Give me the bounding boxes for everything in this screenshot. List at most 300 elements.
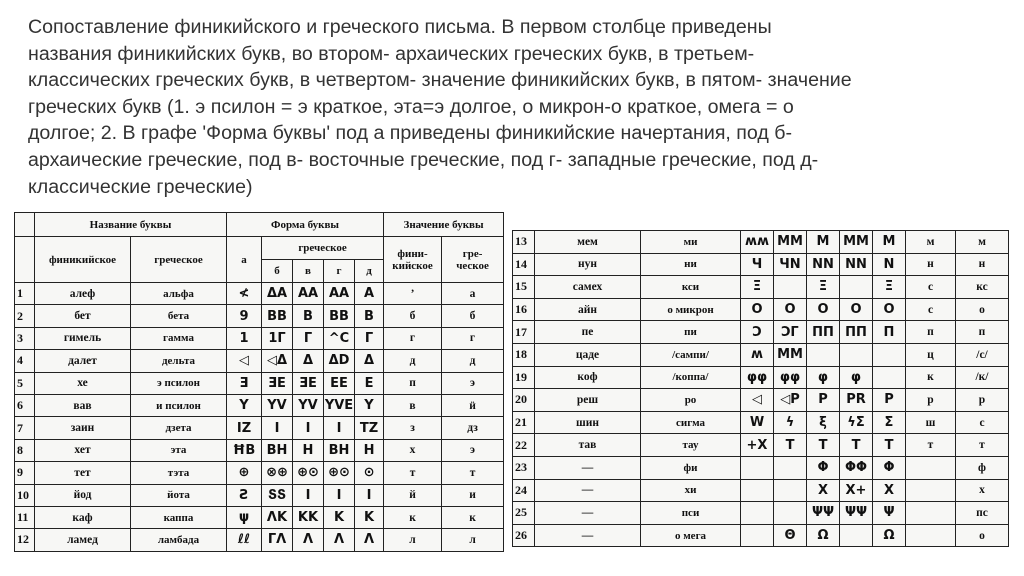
value-greek: ф bbox=[956, 456, 1009, 479]
value-greek: х bbox=[956, 479, 1009, 502]
form-b: ƎE bbox=[262, 372, 293, 394]
form-a: 9 bbox=[227, 305, 262, 327]
form-v: Μ bbox=[807, 231, 840, 254]
form-v: P bbox=[807, 389, 840, 412]
form-d: ⊙ bbox=[355, 462, 384, 484]
row-number: 3 bbox=[15, 327, 35, 349]
form-v: O bbox=[807, 298, 840, 321]
form-g: ΦΦ bbox=[840, 456, 873, 479]
form-a: Ч bbox=[741, 253, 774, 276]
value-greek: /с/ bbox=[956, 343, 1009, 366]
form-a: ĦB bbox=[227, 439, 262, 461]
form-g: ΜΜ bbox=[840, 231, 873, 254]
greek-name: ни bbox=[641, 253, 741, 276]
form-a: ʍ bbox=[741, 343, 774, 366]
value-greek: э bbox=[442, 439, 504, 461]
header-form-b: б bbox=[262, 260, 293, 283]
form-a bbox=[741, 524, 774, 547]
value-phoenician bbox=[906, 479, 956, 502]
value-phoenician: д bbox=[384, 350, 442, 372]
form-b: I bbox=[262, 417, 293, 439]
form-v: B bbox=[293, 305, 324, 327]
form-d: Φ bbox=[873, 456, 906, 479]
phoenician-name: — bbox=[535, 502, 641, 525]
letter-row bbox=[513, 253, 1009, 276]
form-d: K bbox=[355, 506, 384, 528]
form-d bbox=[873, 343, 906, 366]
letter-row bbox=[15, 484, 504, 506]
form-g: ^C bbox=[324, 327, 355, 349]
form-b: YV bbox=[262, 394, 293, 416]
form-b: ◁Δ bbox=[262, 350, 293, 372]
greek-name: дельта bbox=[131, 350, 227, 372]
row-number: 21 bbox=[513, 411, 535, 434]
value-greek: пс bbox=[956, 502, 1009, 525]
form-b: ΛK bbox=[262, 506, 293, 528]
phoenician-name: шин bbox=[535, 411, 641, 434]
form-g: X+ bbox=[840, 479, 873, 502]
value-phoenician: ш bbox=[906, 411, 956, 434]
header-letter-value: Значение буквы bbox=[384, 213, 504, 237]
phoenician-name: нун bbox=[535, 253, 641, 276]
greek-name: эта bbox=[131, 439, 227, 461]
form-a bbox=[741, 456, 774, 479]
value-greek: м bbox=[956, 231, 1009, 254]
phoenician-name: бет bbox=[35, 305, 131, 327]
form-d: N bbox=[873, 253, 906, 276]
value-phoenician: ц bbox=[906, 343, 956, 366]
row-number: 25 bbox=[513, 502, 535, 525]
value-phoenician: м bbox=[906, 231, 956, 254]
alphabet-table-right bbox=[512, 230, 1009, 547]
value-greek: б bbox=[442, 305, 504, 327]
row-number: 8 bbox=[15, 439, 35, 461]
header-value-phoenician bbox=[384, 237, 442, 283]
value-phoenician: л bbox=[384, 529, 442, 551]
form-g: I bbox=[324, 484, 355, 506]
row-number: 2 bbox=[15, 305, 35, 327]
phoenician-name: алеф bbox=[35, 283, 131, 305]
form-a: ⊕ bbox=[227, 462, 262, 484]
form-a bbox=[741, 479, 774, 502]
header-form-d: д bbox=[355, 260, 384, 283]
value-phoenician: в bbox=[384, 394, 442, 416]
value-greek: г bbox=[442, 327, 504, 349]
form-b: ВH bbox=[262, 439, 293, 461]
form-a: Ƨ bbox=[227, 484, 262, 506]
row-number: 24 bbox=[513, 479, 535, 502]
form-v: Λ bbox=[293, 529, 324, 551]
form-v: Γ bbox=[293, 327, 324, 349]
form-b: 1Г bbox=[262, 327, 293, 349]
form-g: EE bbox=[324, 372, 355, 394]
value-greek: /к/ bbox=[956, 366, 1009, 389]
form-b: ΜΜ bbox=[774, 231, 807, 254]
value-greek: с bbox=[956, 411, 1009, 434]
row-number: 15 bbox=[513, 276, 535, 299]
row-number: 17 bbox=[513, 321, 535, 344]
letter-row bbox=[15, 417, 504, 439]
form-v: ξ bbox=[807, 411, 840, 434]
row-number: 16 bbox=[513, 298, 535, 321]
form-d: TZ bbox=[355, 417, 384, 439]
value-phoenician: р bbox=[906, 389, 956, 412]
form-d: Μ bbox=[873, 231, 906, 254]
form-a bbox=[741, 502, 774, 525]
phoenician-name: тав bbox=[535, 434, 641, 457]
phoenician-name: пе bbox=[535, 321, 641, 344]
form-b: ВB bbox=[262, 305, 293, 327]
letter-row bbox=[15, 439, 504, 461]
value-phoenician: с bbox=[906, 276, 956, 299]
form-b: ⊗⊕ bbox=[262, 462, 293, 484]
letter-row bbox=[513, 298, 1009, 321]
header-letter-form: Форма буквы bbox=[227, 213, 384, 237]
form-b bbox=[774, 276, 807, 299]
value-phoenician: з bbox=[384, 417, 442, 439]
letter-row bbox=[15, 506, 504, 528]
value-phoenician: с bbox=[906, 298, 956, 321]
letter-row bbox=[513, 479, 1009, 502]
value-phoenician: б bbox=[384, 305, 442, 327]
letter-row bbox=[513, 456, 1009, 479]
form-v: ΨΨ bbox=[807, 502, 840, 525]
header-form-a: а bbox=[227, 237, 262, 283]
value-phoenician: п bbox=[384, 372, 442, 394]
header-number bbox=[15, 213, 35, 237]
greek-name: фи bbox=[641, 456, 741, 479]
greek-name: ми bbox=[641, 231, 741, 254]
form-b: ϽΓ bbox=[774, 321, 807, 344]
row-number: 10 bbox=[15, 484, 35, 506]
row-number: 7 bbox=[15, 417, 35, 439]
letter-row bbox=[513, 343, 1009, 366]
form-b: T bbox=[774, 434, 807, 457]
value-phoenician: г bbox=[384, 327, 442, 349]
form-g: YVE bbox=[324, 394, 355, 416]
letter-row bbox=[15, 283, 504, 305]
form-a: Ǝ bbox=[227, 372, 262, 394]
phoenician-name: хет bbox=[35, 439, 131, 461]
value-phoenician: к bbox=[384, 506, 442, 528]
greek-name: кси bbox=[641, 276, 741, 299]
form-a: ◁ bbox=[227, 350, 262, 372]
greek-name: йота bbox=[131, 484, 227, 506]
form-b: ΜΜ bbox=[774, 343, 807, 366]
letter-row bbox=[15, 394, 504, 416]
value-greek: л bbox=[442, 529, 504, 551]
form-b: ՏՏ bbox=[262, 484, 293, 506]
form-v: φ bbox=[807, 366, 840, 389]
form-g bbox=[840, 524, 873, 547]
form-v: Ω bbox=[807, 524, 840, 547]
form-v bbox=[807, 343, 840, 366]
form-a: 1 bbox=[227, 327, 262, 349]
row-number: 6 bbox=[15, 394, 35, 416]
form-a: IZ bbox=[227, 417, 262, 439]
value-greek: д bbox=[442, 350, 504, 372]
value-phoenician bbox=[906, 456, 956, 479]
form-v: YV bbox=[293, 394, 324, 416]
form-g: NN bbox=[840, 253, 873, 276]
form-d: H bbox=[355, 439, 384, 461]
form-d: O bbox=[873, 298, 906, 321]
form-v: ΠΠ bbox=[807, 321, 840, 344]
form-d: Σ bbox=[873, 411, 906, 434]
form-g: φ bbox=[840, 366, 873, 389]
form-a: +X bbox=[741, 434, 774, 457]
value-phoenician: н bbox=[906, 253, 956, 276]
form-g: O bbox=[840, 298, 873, 321]
greek-name: дзета bbox=[131, 417, 227, 439]
greek-name: гамма bbox=[131, 327, 227, 349]
header-form-v: в bbox=[293, 260, 324, 283]
phoenician-name: ламед bbox=[35, 529, 131, 551]
letter-row bbox=[513, 389, 1009, 412]
form-b: φφ bbox=[774, 366, 807, 389]
form-v: T bbox=[807, 434, 840, 457]
form-v: H bbox=[293, 439, 324, 461]
form-v: I bbox=[293, 417, 324, 439]
greek-name: /сампи/ bbox=[641, 343, 741, 366]
form-g: ВH bbox=[324, 439, 355, 461]
row-number: 14 bbox=[513, 253, 535, 276]
row-number: 9 bbox=[15, 462, 35, 484]
form-v: ƎE bbox=[293, 372, 324, 394]
value-greek: к bbox=[442, 506, 504, 528]
form-a: Ξ bbox=[741, 276, 774, 299]
form-b: ϟ bbox=[774, 411, 807, 434]
form-v: Ξ bbox=[807, 276, 840, 299]
value-greek: о bbox=[956, 298, 1009, 321]
letter-row bbox=[513, 411, 1009, 434]
caption-line: названия финикийских букв, во втором- архаических греческих букв, в третьем- bbox=[28, 42, 755, 65]
phoenician-name: йод bbox=[35, 484, 131, 506]
form-b: Θ bbox=[774, 524, 807, 547]
greek-name: и псилон bbox=[131, 394, 227, 416]
letter-row bbox=[513, 524, 1009, 547]
form-g: AA bbox=[324, 283, 355, 305]
letter-row bbox=[513, 276, 1009, 299]
value-phoenician bbox=[906, 502, 956, 525]
form-d: Λ bbox=[355, 529, 384, 551]
form-b: ΓΛ bbox=[262, 529, 293, 551]
phoenician-name: айн bbox=[535, 298, 641, 321]
letter-row bbox=[15, 372, 504, 394]
greek-name: хи bbox=[641, 479, 741, 502]
greek-name: о микрон bbox=[641, 298, 741, 321]
letter-row bbox=[15, 529, 504, 551]
form-g: I bbox=[324, 417, 355, 439]
alphabet-rows-right bbox=[513, 231, 1009, 547]
form-v: Δ bbox=[293, 350, 324, 372]
greek-name: пси bbox=[641, 502, 741, 525]
value-phoenician: й bbox=[384, 484, 442, 506]
greek-name: э псилон bbox=[131, 372, 227, 394]
letter-row bbox=[513, 366, 1009, 389]
form-a: Ͻ bbox=[741, 321, 774, 344]
letter-row bbox=[15, 305, 504, 327]
phoenician-name: вав bbox=[35, 394, 131, 416]
value-greek: р bbox=[956, 389, 1009, 412]
phoenician-name: тет bbox=[35, 462, 131, 484]
row-number: 26 bbox=[513, 524, 535, 547]
phoenician-name: далет bbox=[35, 350, 131, 372]
form-d: Ω bbox=[873, 524, 906, 547]
header-value-phoenician-line: фини- bbox=[397, 247, 428, 260]
value-phoenician: т bbox=[906, 434, 956, 457]
form-b bbox=[774, 456, 807, 479]
value-greek: н bbox=[956, 253, 1009, 276]
form-d: Ξ bbox=[873, 276, 906, 299]
form-a: φφ bbox=[741, 366, 774, 389]
row-number: 13 bbox=[513, 231, 535, 254]
letter-row bbox=[15, 462, 504, 484]
value-phoenician: к bbox=[906, 366, 956, 389]
value-phoenician: т bbox=[384, 462, 442, 484]
greek-name: каппа bbox=[131, 506, 227, 528]
form-d: Δ bbox=[355, 350, 384, 372]
form-d: Π bbox=[873, 321, 906, 344]
form-g bbox=[840, 343, 873, 366]
greek-name: /коппа/ bbox=[641, 366, 741, 389]
greek-name: альфа bbox=[131, 283, 227, 305]
caption-line: классических греческих букв, в четвертом- значение финикийских букв, в пятом- значение bbox=[28, 69, 852, 92]
letter-row bbox=[15, 350, 504, 372]
phoenician-name: — bbox=[535, 456, 641, 479]
form-b bbox=[774, 502, 807, 525]
value-greek: ӥ bbox=[442, 394, 504, 416]
header-form-g: г bbox=[324, 260, 355, 283]
row-number: 4 bbox=[15, 350, 35, 372]
caption-line: архаические греческие, под в- восточные греческие, под г- западные греческие, под д- bbox=[28, 148, 819, 171]
phoenician-name: самех bbox=[535, 276, 641, 299]
row-number: 20 bbox=[513, 389, 535, 412]
header-value-greek bbox=[442, 237, 504, 283]
form-g: ΔD bbox=[324, 350, 355, 372]
value-greek: о bbox=[956, 524, 1009, 547]
value-greek: т bbox=[442, 462, 504, 484]
header-value-greek-line: гре- bbox=[462, 247, 483, 260]
form-g: ΨΨ bbox=[840, 502, 873, 525]
row-number: 5 bbox=[15, 372, 35, 394]
header-value-phoenician-line: кийское bbox=[392, 259, 433, 272]
form-d: Ψ bbox=[873, 502, 906, 525]
letter-row bbox=[15, 327, 504, 349]
greek-name: ламбада bbox=[131, 529, 227, 551]
form-g: ΠΠ bbox=[840, 321, 873, 344]
header-value-greek-line: ческое bbox=[456, 259, 489, 272]
phoenician-name: гимель bbox=[35, 327, 131, 349]
value-phoenician: п bbox=[906, 321, 956, 344]
alphabet-table-left bbox=[14, 212, 504, 552]
form-b: ◁P bbox=[774, 389, 807, 412]
greek-name: пи bbox=[641, 321, 741, 344]
phoenician-name: мем bbox=[535, 231, 641, 254]
greek-name: сигма bbox=[641, 411, 741, 434]
greek-name: бета bbox=[131, 305, 227, 327]
value-greek: э bbox=[442, 372, 504, 394]
letter-row bbox=[513, 231, 1009, 254]
greek-name: тэта bbox=[131, 462, 227, 484]
value-greek: а bbox=[442, 283, 504, 305]
form-d: Y bbox=[355, 394, 384, 416]
form-a: ψ bbox=[227, 506, 262, 528]
row-number: 1 bbox=[15, 283, 35, 305]
form-v: Φ bbox=[807, 456, 840, 479]
form-v: NN bbox=[807, 253, 840, 276]
phoenician-name: коф bbox=[535, 366, 641, 389]
form-a: ℓℓ bbox=[227, 529, 262, 551]
form-a: O bbox=[741, 298, 774, 321]
form-b bbox=[774, 479, 807, 502]
form-d: B bbox=[355, 305, 384, 327]
row-number: 18 bbox=[513, 343, 535, 366]
greek-name: тау bbox=[641, 434, 741, 457]
row-number: 11 bbox=[15, 506, 35, 528]
form-g: ⊕⊙ bbox=[324, 462, 355, 484]
form-a: W bbox=[741, 411, 774, 434]
value-phoenician: х bbox=[384, 439, 442, 461]
form-a: ≮ bbox=[227, 283, 262, 305]
letter-row bbox=[513, 502, 1009, 525]
letter-row bbox=[513, 434, 1009, 457]
row-number: 23 bbox=[513, 456, 535, 479]
form-d: P bbox=[873, 389, 906, 412]
header-form-greek: греческое bbox=[262, 237, 384, 260]
form-g: T bbox=[840, 434, 873, 457]
form-d: I bbox=[355, 484, 384, 506]
form-b: ЧN bbox=[774, 253, 807, 276]
phoenician-name: цаде bbox=[535, 343, 641, 366]
phoenician-name: каф bbox=[35, 506, 131, 528]
form-d: E bbox=[355, 372, 384, 394]
row-number: 19 bbox=[513, 366, 535, 389]
form-d: A bbox=[355, 283, 384, 305]
form-d: Γ bbox=[355, 327, 384, 349]
phoenician-name: реш bbox=[535, 389, 641, 412]
header-number-sub bbox=[15, 237, 35, 283]
form-v: KK bbox=[293, 506, 324, 528]
value-greek: кс bbox=[956, 276, 1009, 299]
form-g: K bbox=[324, 506, 355, 528]
caption-line: Сопоставление финикийского и греческого письма. В первом столбце приведены bbox=[28, 16, 772, 38]
header-greek: греческое bbox=[131, 237, 227, 283]
caption-line: классические греческие) bbox=[28, 175, 253, 198]
form-v: X bbox=[807, 479, 840, 502]
form-g: ВB bbox=[324, 305, 355, 327]
form-g: PR bbox=[840, 389, 873, 412]
form-v: I bbox=[293, 484, 324, 506]
form-d bbox=[873, 366, 906, 389]
caption-line: долгое; 2. В графе 'Форма буквы' под а приведены финикийские начертания, под б- bbox=[28, 122, 793, 145]
header-letter-name: Название буквы bbox=[35, 213, 227, 237]
header-phoenician: финикийское bbox=[35, 237, 131, 283]
form-v: AA bbox=[293, 283, 324, 305]
greek-name: о мега bbox=[641, 524, 741, 547]
form-b: O bbox=[774, 298, 807, 321]
form-v: ⊕⊙ bbox=[293, 462, 324, 484]
form-g bbox=[840, 276, 873, 299]
form-a: ʍʍ bbox=[741, 231, 774, 254]
form-d: T bbox=[873, 434, 906, 457]
row-number: 22 bbox=[513, 434, 535, 457]
phoenician-name: заин bbox=[35, 417, 131, 439]
value-greek: т bbox=[956, 434, 1009, 457]
phoenician-name: хе bbox=[35, 372, 131, 394]
form-g: Λ bbox=[324, 529, 355, 551]
letter-row bbox=[513, 321, 1009, 344]
